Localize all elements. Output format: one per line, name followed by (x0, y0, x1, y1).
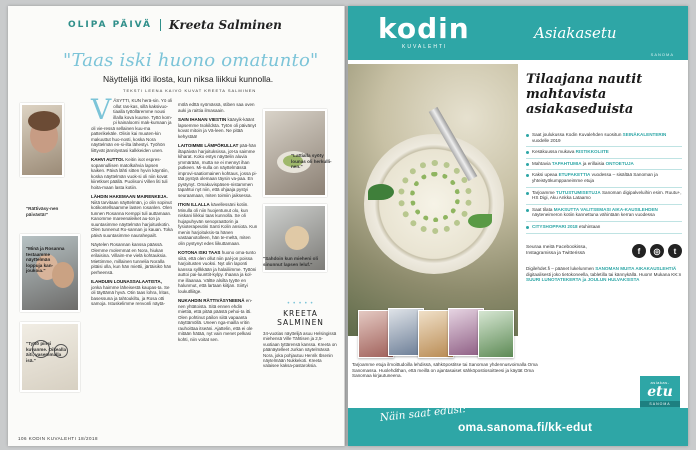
caption-2: "Minä ja Rosanna testaamme näyttelmän loppuja kan-joukoia." (26, 246, 65, 274)
paragraph-heading: KAHVI AUTTOI. (91, 157, 125, 162)
paragraph-text: Keitin isot espres-sopannullisen matolkahvia lapsen kaiken. Päivä lähti sitten hyvin käyntiin, koska näyttelmän vuok-si oli niin kovat kiiretkset päällä. Puolisoni Villen liti tuli hoita-maan lasta kotiin. (91, 157, 169, 190)
social-text: Seuraa meitä Facebookissa, Instagramissa ja Twitterissä (526, 245, 587, 256)
paragraph: ÄSYTTI, KUN herä-sin. Yö oli ollut ras-kas, sillä kaksivuo-tiaalla tyttölläremme nousi illalla kova kuume. Tyttö kom-pi kainaloomi mak-kumaan ja oli vie-ressä sellainen kuu-ma patterikekäle. Olisin kai muuten-kin makuuttut huo-nosti, koska Nora näyttelmän en-si-ilta lähestyi. Työhön liittyvät jännitystasi kalkkeiden unen. (91, 98, 173, 153)
toy-shape (285, 226, 309, 250)
paragraph (91, 279, 173, 307)
digi-text: Digilehdet.fi – päänet lukelunmen (526, 266, 596, 271)
asiakasetu-badge (640, 376, 680, 412)
item-highlight: TAPAHTUMIA (551, 160, 582, 166)
section-name: OLIPA PÄIVÄ (68, 20, 153, 30)
page-footer: 106 KODIN KUVALEHTI 18/2018 (18, 436, 98, 441)
paragraph-heading: ILAHDUIN LOUNASSALAATISTA, (91, 279, 162, 284)
footer-tagline: Näin saat edusi: (379, 403, 467, 424)
item-text: vuodelle 2019 (532, 137, 561, 143)
kodin-logo: kodin (378, 12, 470, 45)
item-text: Tarjoamme (532, 189, 556, 195)
item-text: näyteneimeron kotiin kannettuna vähintään kerran vuodessa (532, 212, 655, 218)
paragraph-text: en-nen yhtätoista. Sitä ennen ehdin miettiä, että pitää päästä pehoi-ta itti. Olen pohtinut päilon siitä vapaanta näyttämöllä. Uneen nga-mailla vritin rauhoittaa itseäni. Ajattelin, että ei ole mitään hätää, nyt vain menet pelkasi kohti, niin voitat sen. (178, 298, 253, 342)
item-highlight: ETUPAKETTIA (558, 172, 591, 178)
article-column-2 (178, 102, 258, 346)
social-icons (632, 244, 682, 258)
item-highlight: SEINÄKALENTERIN (622, 132, 667, 137)
photo-selfie (20, 103, 64, 177)
item-highlight: ONTOETUJA (605, 160, 634, 166)
section-person: Kreeta Salminen (169, 18, 282, 32)
magazine-covers (354, 308, 514, 360)
paragraph-text: kääryik-käänt lapsemme tsokildsta. Tytön oli päivänyt kovat mitoin ja Vä-leen. Ne pitää kehystää! (178, 117, 256, 139)
item-highlight: TUTUSTUMISETUJA (556, 189, 601, 195)
paragraph-heading: LAITOIMME LÄMPÖRULLAT (178, 143, 239, 148)
caption-5: "Sahdoin kun mieheni oli sinunnut lapsen leluf." (263, 256, 319, 267)
paragraph: mölä edttä syömässä, stiben saa oven auki ja raittia ilmasaain. (178, 102, 255, 113)
paragraph (178, 202, 258, 246)
paragraph (178, 250, 258, 294)
right-page (348, 6, 688, 446)
paragraph-heading: SAIN IHANAN VIESTIN (178, 117, 227, 122)
item-text: Saat joulukussa Kodin Kuvalehden suositun (532, 132, 623, 137)
sanoma-mark: SANOMA (650, 52, 674, 57)
credits: TEKSTI LEENA KAIVO KUVAT KREETA SALMINEN (123, 88, 257, 93)
left-page (8, 6, 345, 446)
list-item (526, 130, 682, 147)
paragraph (178, 117, 258, 139)
paragraph-text: huono oma-tunto siitä, että olen ollut niin pal-jon poissa harjoitusten vuoksi. Nyt olin laponti kanssa syllkkään ja halailiimme. Tyttöni auttoi pai-luunttit-kylpy. Ihaana ja kol-me illaanaa. Vältte alsilta tyytte en halunmut, että lartaan kiitjan. Siirtyi loukutlliitge. (178, 250, 257, 294)
paragraph (178, 298, 258, 342)
paragraph-heading: NUKAHDIN RÄTTIVÄSYNEENÄ (178, 298, 245, 303)
dropcap: V (91, 93, 112, 126)
item-text: Saat tilata (532, 206, 554, 212)
paragraph-heading: ITKIN ILLALLA (178, 202, 210, 207)
headline: "Taas iski huono omatunto" (63, 50, 319, 71)
paragraph-text: kävellessäni kotiin. Minulla oli niin huojentunut olo, kun niskani liikkui taas kunnolla. Se oli hujapuhyvän senopraattorin ja fysioterapeutini Santi Kolin ansiota. Kun menin harjoituksis-ta hänen vastaanotolleen, hän te-meltä, miten olin pystynyt edes liikuttamaan. (178, 202, 258, 246)
twitter-icon[interactable]: t (668, 244, 682, 258)
list-item (526, 188, 682, 205)
magazine-cover (478, 310, 514, 358)
digi-text: digitaalisesti joko tietokoneella, tabletilla tai kännykällä. Huom! Mukana KK:n (526, 271, 682, 277)
bottom-text: Tarjoamme etuja ilmoittudoilla lehdissä, sähköpostitse tai Sanoman yhdennusvoimalla Oma Sanomassa. Huolehdithan, että meillä on ajantasaiset sähköpostiosoitteesi ja käytät Oma Sanomaa kirjautuneena. (352, 362, 538, 379)
benefits-title: Tilaajana nautit mahtavista asiakaseduista (526, 72, 643, 117)
author-name: KREETA SALMINEN (277, 309, 324, 327)
item-text: etuhintaan (577, 223, 601, 229)
social-row (526, 244, 682, 258)
list-item (526, 159, 682, 171)
author-dots: • • • • • (287, 301, 314, 307)
paragraph-text: jonka haimme läheisestä kaupas-ta. Se oli täyttämä hyvä. Otin taas lohra, lritas, basessuna ja tahtoukiltu, ja Rosa otti samoja. Istuskelimme renvonli näytä- (91, 284, 170, 306)
paragraph-text: Niitä tarvitaan näyttelmän, jo olin sopinut kotikontellsaamme lasten rosanlen. Olen tunnen Rosanna Kemppi tuli auttamaan. Kanomme mareenaleiket au-ton ja suuntasimme näyttelmän harjoituskotin. Olen tunnenut Ro-sannan jo kauan. Toka päivä suuntasimme naurahepailt. (91, 199, 173, 238)
instagram-icon[interactable]: ◎ (650, 244, 664, 258)
footer-band (348, 403, 688, 446)
author-box (263, 301, 338, 369)
list-item (526, 222, 682, 234)
leaf-shape (468, 214, 492, 228)
digi-highlight: SUURI LUNOTATEKERTA ja JOULUN HULVAKSISTA (526, 277, 640, 283)
leaf-shape (368, 184, 394, 200)
item-text: Kaksi upeaa (532, 172, 559, 178)
caption-1: "Rättiväsy-nen päivästä!" (26, 206, 59, 217)
list-item (526, 170, 682, 187)
item-highlight: CITYSHOPPARI 2018 (532, 223, 578, 229)
paragraph-heading: LÄHDIN HAKEMAAN MAIRENKEJA. (91, 194, 168, 199)
item-text: Sanoman digipalveluihin esim. Ruutu+, HS Digi, Aku Ankka Lataamo (532, 189, 682, 201)
section-header (68, 18, 282, 32)
caption-4: "Lattialla syöty lounas oli herkulli-nen." (291, 153, 332, 170)
paragraph (178, 143, 258, 198)
digi-highlight: SANOMAN MUITA AIKAKAUSLEHTIÄ (595, 266, 677, 271)
digilehdet-text (526, 266, 682, 283)
caption-3: "Tyttö piirsi kuvanme. Oikealla äiti, vasemmalla isä." (26, 341, 67, 363)
paragraph-heading: KOTONA ISKI TAAS (178, 250, 221, 255)
author-bio: 34-vuotias näyttelijä asuu Helsingissä miehensä Ville Tähtisen ja 2,5-vuotiaan tyttärensä kanssa. Kreeta on päänäytelleet Jurkan näytelmässä Nora, joka pohjautuu Henrik Ibsenin näytelmään Nukkekoti. Kreeta valaisee kaksa-pastaroksia. (263, 331, 337, 369)
paragraph (91, 157, 173, 190)
badge-bottom: SANOMA (640, 401, 680, 407)
paragraph (91, 194, 173, 238)
list-item (526, 147, 682, 159)
benefits-list (526, 130, 682, 234)
item-highlight: RISTIKKOLIITE (575, 149, 609, 155)
pasta-swirl-inner-shape (410, 172, 460, 222)
item-text: vuodessa – sisältää Sanoman ja yhteistyökumppaneimme etuja (532, 172, 658, 183)
item-text: Mahtavia (532, 160, 552, 166)
section-divider (160, 19, 161, 31)
section-title: Asiakasetu (534, 24, 617, 42)
paragraph-text: pää-hän iltapäivän harjoituksissa, jot-ta saimme kiharat. Koko estys näyttelin aluvia ymmärään, mutta se ei mennyt ihan putkeen. Mi-nulla on näyttelmässä improvi-saatiomainen kohtaus, jossa pi-tää pystyä olemaan täysin va-paa. En pystynyt. Omakuvispäsen-nistammen tapahtui nyt niin, että ohjaaja pystyi seuraamaan, miten toimiin jaiksessa. (178, 143, 258, 198)
header-band (348, 6, 688, 60)
item-highlight: MAKSUTTA VALITSEMASI AIKA-KAUSILEHDEN (553, 206, 658, 212)
paragraph: Näytelen Rosannan kanssa päässä. Olemme molemmat en Nora, hiukan erilaisina. Villaim-me vielä kohtauksia. Miettimme, millainen tunnelia Noralla pitäisi olla, kun hän miettii, järtäisikö hän perheensä. (91, 242, 172, 275)
hair-shape (28, 111, 60, 131)
article-column-1 (91, 93, 173, 311)
facebook-icon[interactable]: f (632, 244, 646, 258)
list-item (526, 205, 682, 222)
subhead: Näyttelijä itki ilosta, kun niksa liikkui kunnolla. (103, 74, 274, 84)
footer-url-link[interactable]: oma.sanoma.fi/kk-edut (458, 420, 593, 434)
badge-top: asiakas- (650, 380, 670, 385)
logo-subtitle: KUVALEHTI (402, 44, 448, 50)
pasta-photo (348, 64, 518, 336)
item-text: ja erillaisia (581, 160, 606, 166)
item-text: Kesäkuussa mukava (532, 149, 576, 155)
badge-main: etu (647, 384, 673, 400)
